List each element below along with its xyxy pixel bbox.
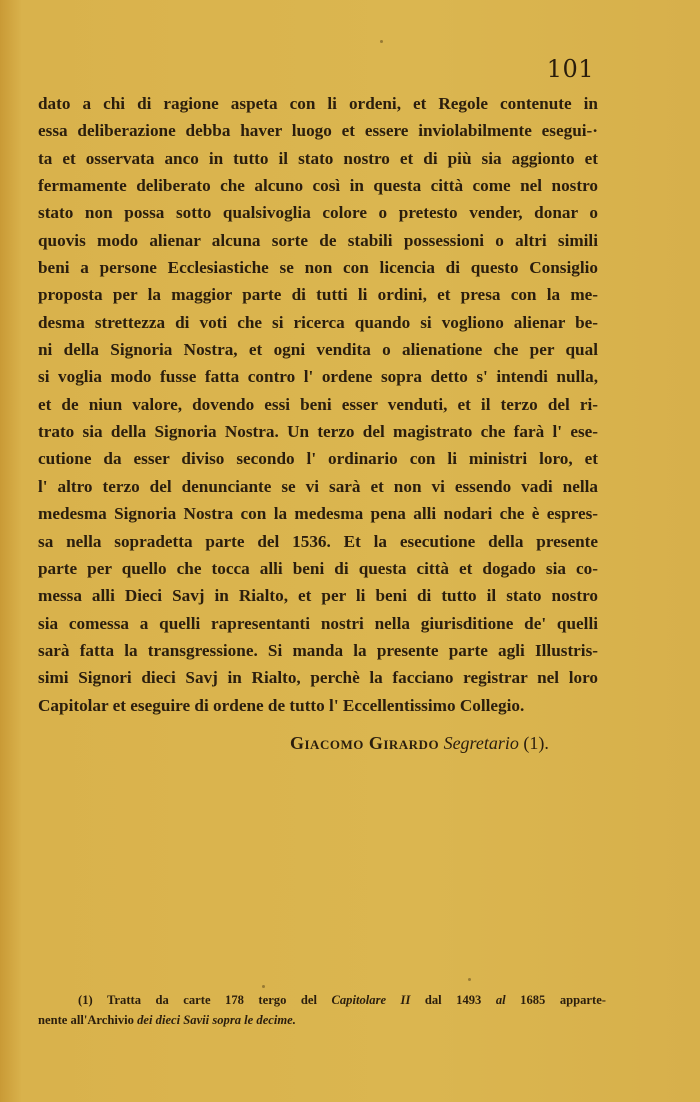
text-line: medesma Signoria Nostra con la medesma pena alli nodari che è espres-: [38, 504, 598, 524]
text-line: Capitolar et eseguire di ordene de tutto l' Eccellentissimo Collegio.: [38, 695, 525, 715]
footnote: [38, 990, 606, 1030]
text-line: essa deliberazione debba haver luogo et essere inviolabilmente esegui-·: [38, 121, 598, 141]
text-line: cutione da esser diviso secondo l' ordinario con li ministri loro, et: [38, 449, 598, 469]
footnote-marker: (1): [78, 993, 93, 1007]
text-line: fermamente deliberato che alcuno così in questa città come nel nostro: [38, 176, 598, 196]
text-line: ni della Signoria Nostra, et ogni vendita o alienatione che per qual: [38, 340, 598, 360]
paper-speck: [380, 40, 383, 43]
signatory-role: Segretario: [443, 733, 519, 753]
paper-speck: [468, 978, 471, 981]
text-line: messa alli Dieci Savj in Rialto, et per li beni di tutto il stato nostro: [38, 586, 598, 606]
footnote-archive-title: dei dieci Savii sopra le decime.: [137, 1013, 296, 1027]
signatory-name: Giacomo Girardo: [290, 733, 440, 753]
paper-speck: [262, 985, 265, 988]
text-line: trato sia della Signoria Nostra. Un terzo del magistrato che farà l' ese-: [38, 422, 598, 442]
footnote-line-2: nente all'Archivio dei dieci Savii sopra le decime.: [38, 1013, 296, 1027]
footnote-line-1: (1) Tratta da carte 178 tergo del Capitolare II dal 1493 al 1685 apparte-: [78, 993, 606, 1007]
footnote-title: Capitolare II: [331, 993, 411, 1007]
text-line: proposta per la maggior parte di tutti li ordini, et presa con la me-: [38, 285, 598, 305]
signature: [290, 733, 549, 754]
text-line: si voglia modo fusse fatta contro l' ordene sopra detto s' intendi nulla,: [38, 367, 598, 387]
text-line: stato non possa sotto qualsivoglia colore o pretesto vender, donar o: [38, 203, 598, 223]
body-text: [38, 90, 598, 719]
text-line: parte per quello che tocca alli beni di questa città et dogado sia co-: [38, 558, 598, 578]
text-line: quovis modo alienar alcuna sorte de stabili possessioni o altri simili: [38, 230, 598, 250]
text-line: simi Signori dieci Savj in Rialto, perchè la facciano registrar nel loro: [38, 668, 598, 688]
text-line: desma strettezza di voti che si ricerca quando si vogliono alienar be-: [38, 312, 598, 332]
footnote-reference: (1).: [523, 733, 549, 753]
text-line: sarà fatta la transgressione. Si manda la presente parte agli Illustris-: [38, 640, 598, 660]
text-line: ta et osservata anco in tutto il stato nostro et di più sia aggionto et: [38, 148, 598, 168]
text-line: beni a persone Ecclesiastiche se non con licencia di questo Consiglio: [38, 258, 598, 278]
text-line: l' altro terzo del denunciante se vi sarà et non vi essendo vadi nella: [38, 476, 598, 496]
text-line: sia comessa a quelli rapresentanti nostri nella giurisditione de' quelli: [38, 613, 598, 633]
page-number: 101: [546, 55, 594, 83]
text-line: sa nella sopradetta parte del 1536. Et la esecutione della presente: [38, 531, 598, 551]
text-line: et de niun valore, dovendo essi beni esser venduti, et il terzo del ri-: [38, 394, 598, 414]
text-line: dato a chi di ragione aspeta con li ordeni, et Regole contenute in: [38, 94, 598, 113]
